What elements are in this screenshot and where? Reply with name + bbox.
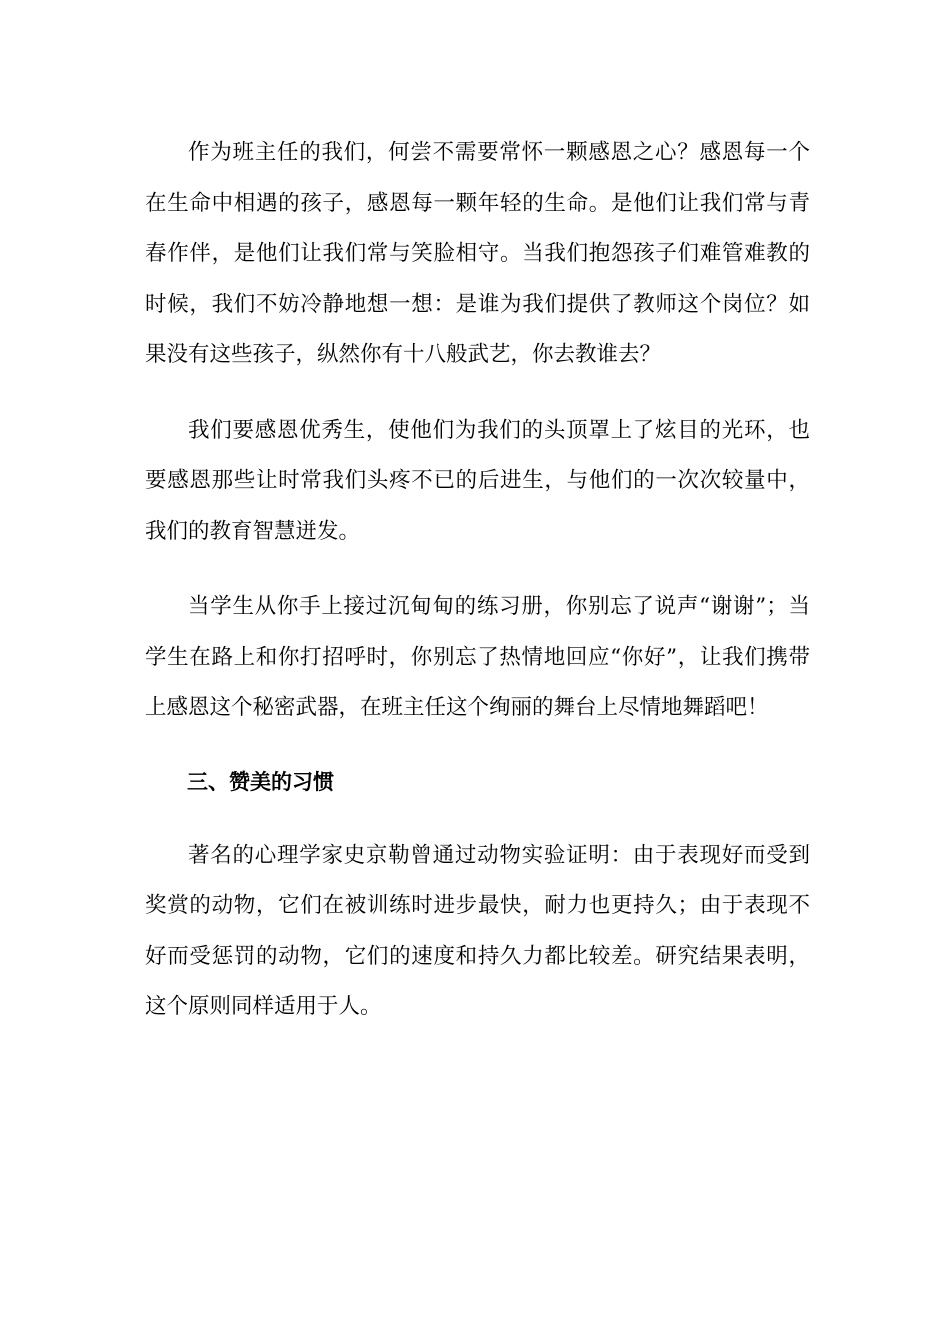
section-heading-praise-habit: 三、赞美的习惯 <box>187 769 334 794</box>
paragraph-gratitude-students: 我们要感恩优秀生，使他们为我们的头顶罩上了炫目的光环，也要感恩那些让时常我们头疼不已的后进生，与他们的一次次较量中，我们的教育智慧迸发。 <box>145 417 810 544</box>
paragraph-gratitude-intro: 作为班主任的我们，何尝不需要常怀一颗感恩之心？感恩每一个在生命中相遇的孩子，感恩每一颗年轻的生命。是他们让我们常与青春作伴，是他们让我们常与笑脸相守。当我们抱怨孩子们难管难教的时候，我们不妨冷静地想一想：是谁为我们提供了教师这个岗位？如果没有这些孩子，纵然你有十八般武艺，你去教谁去？ <box>145 140 810 367</box>
paragraph-gratitude-practice: 当学生从你手上接过沉甸甸的练习册，你别忘了说声“谢谢”；当学生在路上和你打招呼时，你别忘了热情地回应“你好”，让我们携带上感恩这个秘密武器，在班主任这个绚丽的舞台上尽情地舞蹈吧！ <box>145 594 810 720</box>
document-body <box>145 128 810 1033</box>
paragraph-praise-research: 著名的心理学家史京勒曾通过动物实验证明：由于表现好而受到奖赏的动物，它们在被训练时进步最快，耐力也更持久；由于表现不好而受惩罚的动物，它们的速度和持久力都比较差。研究结果表明，这个原则同样适用于人。 <box>145 842 810 1019</box>
